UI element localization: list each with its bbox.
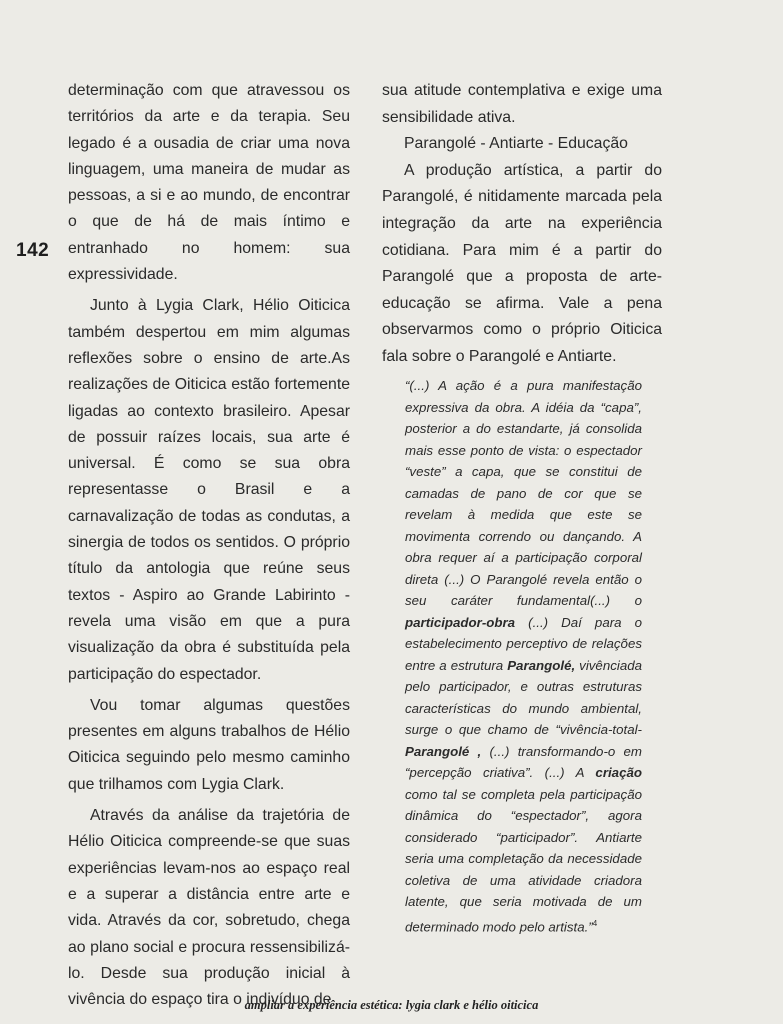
left-column	[68, 78, 350, 1013]
block-quote	[405, 375, 642, 937]
quote-bold-term: criação	[595, 765, 642, 780]
quote-bold-term: Parangolé ,	[405, 743, 482, 759]
paragraph: determinação com que atravessou os territórios da arte e da terapia. Seu legado é a ousadia de criar uma nova linguagem, uma maneira de mudar as pessoas, a si e ao mundo, de encontrar o que de há de mais íntimo e entranhado no homem: sua expressividade.	[68, 82, 350, 284]
right-column	[382, 78, 662, 371]
footnote-reference: 4	[592, 918, 598, 928]
paragraph: Junto à Lygia Clark, Hélio Oiticica também despertou em mim algumas reflexões sobre o ensino de arte.As realizações de Oiticica estão fortemente ligadas ao contexto brasileiro. Apesar de possuir raízes locais, sua arte é universal. É como se sua obra representasse o Brasil e a carnavalização de todas as condutas, a sinergia de todos os sentidos. O próprio título da antologia que reúne seus textos - Aspiro ao Grande Labirinto - revela uma visão em que a pura visualização da obra é substituída pela participação do espectador.	[68, 297, 350, 683]
quote-text: “(...) A ação é a pura manifestação expressiva da obra. A idéia da “capa”, posterior a do estandarte, já consolida mais esse ponto de vista: o espectador “veste” a capa, que se constitui de camadas de pano de cor que se revelam à medida que este se movimenta correndo ou dançando. A obra requer aí a participação corporal direta (...) O Parangolé revela então o seu caráter fundamental(...) o	[405, 378, 642, 608]
quote-text: vivênciada pelo participador, e outras estruturas características do mundo ambiental, surge o que chamo de “vivência-total-	[405, 657, 642, 737]
quote-bold-term: participador-obra	[405, 614, 516, 630]
paragraph: Através da análise da trajetória de Hélio Oiticica compreende-se que suas experiências levam-nos ao espaço real e a superar a distância entre arte e vida. Através da cor, sobretudo, chega ao plano social e procura ressensibilizá-lo. Desde sua produção inicial à vivência do espaço tira o indivíduo de	[68, 807, 350, 1009]
quote-text: (...) Daí para o estabelecimento perceptivo de relações entre a estrutura	[405, 614, 642, 673]
section-heading: Parangolé - Antiarte - Educação	[404, 135, 628, 153]
quote-bold-term: Parangolé,	[507, 657, 576, 673]
quote-text: como tal se completa pela participação dinâmica do “espectador”, agora considerado “participador”. Antiarte seria uma completação da necessidade coletiva de uma atividade criadora latente, que seria motivada de um determinado modo pelo artista.”	[405, 786, 642, 934]
page-number: 142	[16, 240, 50, 261]
running-footer: ampliar a experiência estética: lygia clark e hélio oiticica	[244, 998, 539, 1012]
paragraph: sua atitude contemplativa e exige uma sensibilidade ativa.	[382, 82, 662, 126]
quote-text: (...) transformando-o em “percepção criativa”. (...) A	[405, 743, 642, 780]
paragraph: Vou tomar algumas questões presentes em alguns trabalhos de Hélio Oiticica seguindo pelo mesmo caminho que trilhamos com Lygia Clark.	[68, 696, 350, 793]
paragraph: A produção artística, a partir do Parangolé, é nitidamente marcada pela integração da arte na experiência cotidiana. Para mim é a partir do Parangolé que a proposta de arte-educação se afirma. Vale a pena observarmos como o próprio Oiticica fala sobre o Parangolé e Antiarte.	[382, 161, 662, 365]
